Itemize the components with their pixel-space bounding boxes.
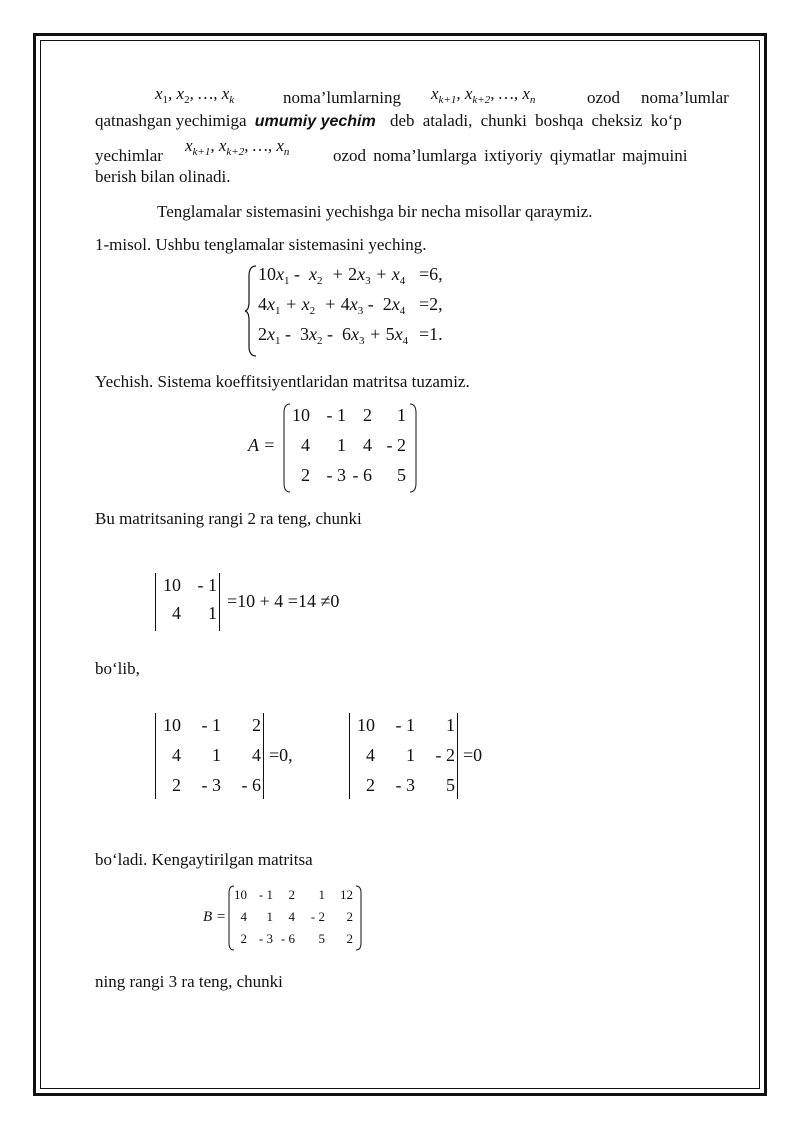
system-brace	[244, 264, 258, 358]
term-umumiy-yechim: umumiy yechim	[254, 113, 376, 130]
det3a-cell-r2-c2: 1	[212, 745, 221, 765]
det3b-cell-r3-c3: 5	[446, 775, 455, 795]
matrix-a	[248, 403, 428, 495]
matrix-a-cell-r2-c2: 1	[337, 435, 346, 455]
word-nomalumlarning: noma’lumlarning	[283, 88, 402, 107]
matrix-b-cells	[231, 885, 359, 951]
word-ozod: ozod	[587, 88, 621, 107]
bolib-text: bo‘lib,	[95, 659, 140, 678]
det3a-cell-r2-c3: 4	[252, 745, 261, 765]
det3b-cell-r2-c1: 4	[366, 745, 375, 765]
matrix-b-cell-r1-c3: 2	[288, 887, 295, 902]
matrix-a-cell-r1-c3: 2	[363, 405, 372, 425]
matrix-b-label: B =	[203, 909, 227, 925]
det2-bar-right	[219, 573, 220, 631]
matrix-b-paren-right	[355, 885, 363, 951]
rank3-text: ning rangi 3 ra teng, chunki	[95, 972, 283, 991]
det3b-cell-r1-c2: - 1	[395, 715, 415, 735]
matrix-a-cell-r2-c4: - 2	[386, 435, 406, 455]
determinant-3x3-b	[347, 713, 517, 801]
det2-cell-r2-c2: 1	[208, 603, 217, 623]
matrix-a-label: A =	[248, 435, 276, 455]
det3b-cell-r2-c3: - 2	[435, 745, 455, 765]
line3-b: ozod noma’lumlarga ixtiyoriy qiymatlar majmuini	[333, 146, 688, 165]
equation-system	[244, 262, 484, 362]
word-nomalumlar: noma’lumlar	[641, 88, 729, 107]
matrix-a-paren-right	[408, 403, 418, 493]
det3a-result: =0,	[269, 745, 293, 765]
para1-line1	[95, 84, 739, 108]
vars-free-2: $x_{k+1}$, $x_{k+2}$, …, $x_n$	[185, 136, 290, 158]
matrix-b-cell-r1-c2: - 1	[258, 887, 273, 902]
matrix-a-cell-r1-c4: 1	[397, 405, 406, 425]
matrix-a-cell-r2-c3: 4	[363, 435, 372, 455]
example-heading: 1-misol. Ushbu tenglamalar sistemasini yeching.	[95, 235, 427, 254]
det3b-cell-r1-c1: 10	[357, 715, 375, 735]
det2-result: =10 + 4 =14 ≠0	[227, 591, 340, 611]
matrix-b-cell-r3-c5: 2	[346, 931, 353, 946]
det3a-bar-left	[155, 713, 156, 799]
det2-bar-left	[155, 573, 156, 631]
rhs-1: =6,	[419, 264, 443, 284]
matrix-b-cell-r2-c4: - 2	[310, 909, 325, 924]
det3a-cell-r1-c3: 2	[252, 715, 261, 735]
rank-text: Bu matritsaning rangi 2 ra teng, chunki	[95, 509, 362, 528]
det3b-cell-r2-c2: 1	[406, 745, 415, 765]
det3a-cell-r3-c2: - 3	[201, 775, 221, 795]
equation-2: $4x_1 + x_2 + 4x_3 - 2x_4$	[258, 294, 406, 317]
det3a-cell-r2-c1: 4	[172, 745, 181, 765]
matrix-b-cell-r3-c4: 5	[318, 931, 325, 946]
det3a-cell-r1-c1: 10	[163, 715, 181, 735]
matrix-a-cell-r1-c2: - 1	[326, 405, 346, 425]
det3b-result: =0	[463, 745, 483, 765]
matrix-a-cell-r1-c1: 10	[292, 405, 310, 425]
matrix-b-cell-r1-c4: 1	[318, 887, 325, 902]
matrix-b-cell-r1-c1: 10	[234, 887, 247, 902]
matrix-b-cell-r3-c1: 2	[240, 931, 247, 946]
line2-b: deb ataladi, chunki boshqa cheksiz ko‘p	[389, 111, 682, 130]
determinant-3x3-a	[153, 713, 323, 801]
para1-line3	[95, 136, 739, 165]
matrix-a-cell-r3-c1: 2	[301, 465, 310, 485]
matrix-b-cell-r2-c5: 2	[346, 909, 353, 924]
det3b-cells	[353, 713, 457, 799]
det3b-cell-r3-c2: - 3	[395, 775, 415, 795]
line3-a: yechimlar	[95, 146, 163, 165]
para1-line2	[95, 111, 739, 131]
matrix-b-cell-r2-c3: 4	[288, 909, 295, 924]
matrix-a-cell-r3-c4: 5	[397, 465, 406, 485]
det3a-cell-r3-c3: - 6	[241, 775, 261, 795]
det3a-bar-right	[263, 713, 264, 799]
matrix-b-cell-r3-c2: - 3	[258, 931, 273, 946]
vars-first: $x_1$, $x_2$, …, $x_k$	[155, 84, 235, 106]
para2: Tenglamalar sistemasini yechishga bir necha misollar qaraymiz.	[157, 202, 593, 221]
det2-cells	[159, 573, 221, 631]
det2-cell-r1-c1: 10	[163, 575, 181, 595]
matrix-b-cell-r1-c5: 12	[340, 887, 353, 902]
rhs-3: =1.	[419, 324, 443, 344]
rhs-2: =2,	[419, 294, 443, 314]
det3b-cell-r3-c1: 2	[366, 775, 375, 795]
det3a-cell-r3-c1: 2	[172, 775, 181, 795]
matrix-b-cell-r2-c2: 1	[266, 909, 273, 924]
matrix-a-cell-r3-c3: - 6	[352, 465, 372, 485]
equation-3: $2x_1 - 3x_2 - 6x_3 + 5x_4$	[258, 324, 409, 347]
det3b-bar-right	[457, 713, 458, 799]
matrix-a-cell-r2-c1: 4	[301, 435, 310, 455]
line2-a: qatnashgan yechimiga	[95, 111, 247, 130]
determinant-2x2	[153, 573, 373, 633]
matrix-b	[203, 885, 373, 955]
solution-intro: Yechish. Sistema koeffitsiyentlaridan matritsa tuzamiz.	[95, 372, 470, 391]
det2-cell-r1-c2: - 1	[197, 575, 217, 595]
det3a-cells	[159, 713, 263, 799]
page-border-inner	[40, 40, 760, 1089]
equation-1: $10x_1 - x_2 + 2x_3 + x_4$	[258, 264, 406, 287]
matrix-b-cell-r3-c3: - 6	[280, 931, 295, 946]
det2-cell-r2-c1: 4	[172, 603, 181, 623]
matrix-a-cell-r3-c2: - 3	[326, 465, 346, 485]
det3b-bar-left	[349, 713, 350, 799]
matrix-a-cells	[288, 403, 412, 493]
det3a-cell-r1-c2: - 1	[201, 715, 221, 735]
matrix-b-cell-r2-c1: 4	[240, 909, 247, 924]
augmented-text: bo‘ladi. Kengaytirilgan matritsa	[95, 850, 313, 869]
para1-line4: berish bilan olinadi.	[95, 167, 231, 186]
det3b-cell-r1-c3: 1	[446, 715, 455, 735]
vars-free: $x_{k+1}$, $x_{k+2}$, …, $x_n$	[431, 84, 536, 106]
